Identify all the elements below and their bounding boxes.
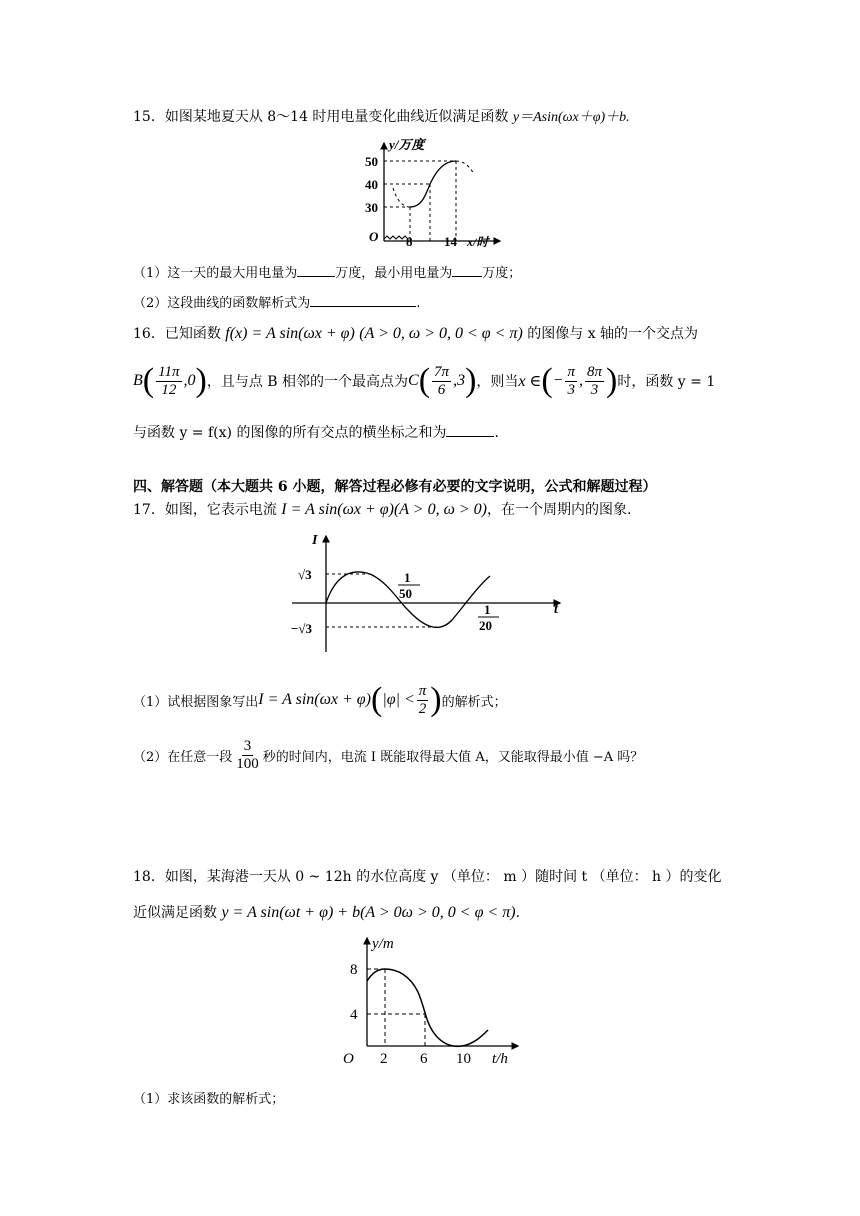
q15-origin: O xyxy=(369,229,379,244)
q16-interval-left: $\frac{\pi}{3}$ xyxy=(567,363,575,398)
q17-part2-fraction: $\frac{3}{100}$ xyxy=(236,737,259,772)
q16-b-fraction: $\frac{11\pi}{12}$ xyxy=(158,363,180,398)
q15-part2-a: （2）这段曲线的函数解析式为 xyxy=(133,296,311,311)
q16-function: f(x) = A sin(ωx + φ) xyxy=(225,325,355,342)
q18-xtick-10: 10 xyxy=(456,1051,471,1067)
q15-function: y＝Asin(ωx＋φ)＋b. xyxy=(512,110,630,125)
q15-part1-c: 万度； xyxy=(482,266,522,281)
q18-figure xyxy=(340,932,520,1072)
q18-ytick-8: 8 xyxy=(350,962,358,978)
q15-xtick-8: 8 xyxy=(406,234,413,249)
q15-part1 xyxy=(133,262,521,281)
q17-ytick-top: √3 xyxy=(298,567,312,582)
q15-ytick-40: 40 xyxy=(365,177,378,192)
q15-xlabel: x/时 xyxy=(467,235,489,249)
q18-xlabel: t/h xyxy=(492,1051,508,1067)
q15-xtick-14: 14 xyxy=(444,234,457,249)
q16-stem: 16．已知函数 xyxy=(133,326,226,342)
q17-t1-den: 50 xyxy=(399,586,412,601)
q16-c-fraction: $\frac{7\pi}{6}$ xyxy=(434,363,450,398)
q15-answer-expr-blank[interactable] xyxy=(310,292,416,307)
q16-mid2: ，则当 xyxy=(476,374,519,390)
q17-function: I = A sin(ωx + φ)(A > 0, ω > 0) xyxy=(281,501,487,518)
q18-line1: 18．如图，某海港一天从 0 ~ 12h 的水位高度 y （单位： m ）随时间 t （单位： h ）的变化 xyxy=(133,869,722,885)
q16-point-c: C xyxy=(408,372,419,389)
section-heading: 四、解答题（本大题共 6 小题，解答过程必修有必要的文字说明，公式和解题过程） xyxy=(133,479,657,495)
q18-origin: O xyxy=(343,1051,354,1067)
q15-part2 xyxy=(133,292,420,311)
q18-ylabel: y/m xyxy=(372,936,394,952)
q17-t1-num: 1 xyxy=(404,570,411,585)
q16-tail: 时，函数 y = 1 xyxy=(617,374,716,390)
q15-stem-text: 15．如图某地夏天从 8～14 时用电量变化曲线近似满足函数 xyxy=(133,109,513,125)
q16-mid1: ，且与点 B 相邻的一个最高点为 xyxy=(206,374,409,390)
q15-ytick-30: 30 xyxy=(365,200,378,215)
q17-part2: （2）在任意一段 $\frac{3}{100}$ 秒的时间内，电流 I 既能取得最大值 A，又能取得最小值 −A 吗？ xyxy=(133,737,644,772)
q15-part1-a: （1）这一天的最大用电量为 xyxy=(133,266,298,281)
q16-line3: 与函数 y = f(x) 的图像的所有交点的横坐标之和为 . xyxy=(133,422,499,442)
q18-function: y = A sin(ωt + φ) + b(A > 0ω > 0, 0 < φ < π) xyxy=(221,904,516,921)
q18-part1: （1）求该函数的解析式； xyxy=(133,1092,285,1107)
q16-answer-blank[interactable] xyxy=(446,422,494,437)
q17-stem: 17．如图，它表示电流 I = A sin(ωx + φ)(A > 0, ω > 0)，在一个周期内的图象. xyxy=(133,501,632,518)
q16-point-b: B xyxy=(133,372,143,389)
q17-ytick-bottom: −√3 xyxy=(291,621,313,636)
q17-t2-den: 20 xyxy=(479,618,492,633)
q17-t2-num: 1 xyxy=(484,602,491,617)
q16-interval-right: $\frac{8\pi}{3}$ xyxy=(586,363,602,398)
q15-figure xyxy=(355,135,505,253)
q18-line2: 近似满足函数 y = A sin(ωt + φ) + b(A > 0ω > 0, 0 < φ < π). xyxy=(133,904,521,921)
q16-line1 xyxy=(133,323,698,343)
q15-answer-max-blank[interactable] xyxy=(297,262,335,277)
q16-line1-post: 的图像与 x 轴的一个交点为 xyxy=(522,326,699,342)
q18-xtick-6: 6 xyxy=(420,1051,428,1067)
q17-xlabel: t xyxy=(554,602,558,617)
q17-figure xyxy=(288,530,573,660)
q16-conditions: (A > 0, ω > 0, 0 < φ < π) xyxy=(359,325,523,342)
q16-line2: B ( $\frac{11\pi}{12}$ ,0 ) ，且与点 B 相邻的一个最高点为 C ( $\frac{7\pi}{6}$ ,3 ) ，则当 x ∈ ( − $\frac{\pi}{3}$ , $\frac{8\pi}{3}$ ) 时，函数 y = 1 xyxy=(133,362,716,399)
q17-ylabel: I xyxy=(312,533,318,548)
q17-part1-function: I = A sin(ωx + φ) xyxy=(258,691,371,708)
q17-part1: （1）试根据图象写出 I = A sin(ωx + φ) ( |φ| < $\frac{\pi}{2}$ ) 的解析式； xyxy=(133,681,507,718)
q16-line3-text: 与函数 y = f(x) 的图像的所有交点的横坐标之和为 xyxy=(133,425,447,441)
q17-part1-fraction: $\frac{\pi}{2}$ xyxy=(418,682,427,717)
q15-part1-b: 万度，最小用电量为 xyxy=(335,266,453,281)
q15-answer-min-blank[interactable] xyxy=(452,262,482,277)
q15-stem xyxy=(133,106,630,126)
q18-ytick-4: 4 xyxy=(350,1007,358,1023)
q15-ylabel: y/万度 xyxy=(389,137,425,152)
q18-xtick-2: 2 xyxy=(380,1051,388,1067)
q15-ytick-50: 50 xyxy=(365,154,378,169)
q15-part2-b: . xyxy=(416,296,421,311)
